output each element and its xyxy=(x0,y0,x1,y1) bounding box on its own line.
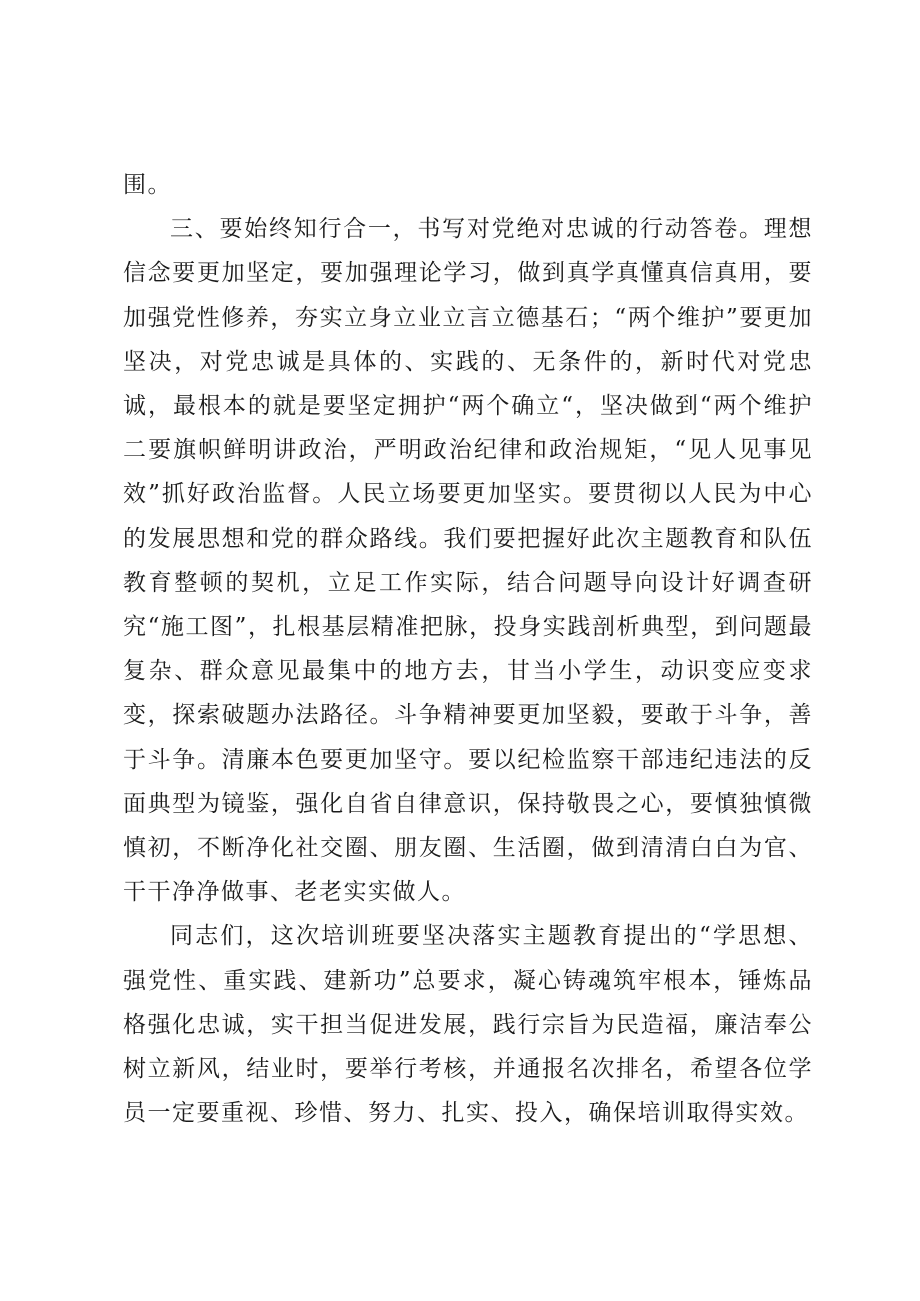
paragraph-section-three: 三、要始终知行合一，书写对党绝对忠诚的行动答卷。理想信念要更加坚定，要加强理论学习，做到真学真懂真信真用，要加强党性修养，夯实立身立业立言立德基石；“两个维护”要更加坚决，对党忠诚是具体的、实践的、无条件的，新时代对党忠诚，最根本的就是要坚定拥护“两个确立“，坚决做到“两个维护二要旗帜鲜明讲政治，严明政治纪律和政治规矩，“见人见事见效”抓好政治监督。人民立场要更加坚实。要贯彻以人民为中心的发展思想和党的群众路线。我们要把握好此次主题教育和队伍教育整顿的契机，立足工作实际，结合问题导向设计好调查研究“施工图”，扎根基层精准把脉，投身实践剖析典型，到问题最复杂、群众意见最集中的地方去，甘当小学生，动识变应变求变，探索破题办法路径。斗争精神要更加坚毅，要敢于斗争，善于斗争。清廉本色要更加坚守。要以纪检监察干部违纪违法的反面典型为镜鉴，强化自省自律意识，保持敬畏之心，要慎独慎微慎初，不断净化社交圈、朋友圈、生活圈，做到清清白白为官、干干净净做事、老老实实做人。 xyxy=(123,216,813,906)
paragraph-continuation: 围。 xyxy=(123,172,172,198)
paragraph-closing: 同志们，这次培训班要坚决落实主题教育提出的“学思想、强党性、重实践、建新功”总要求，凝心铸魂筑牢根本，锤炼品格强化忠诚，实干担当促进发展，践行宗旨为民造福，廉洁奉公树立新风，结业时，要举行考核，并通报名次排名，希望各位学员一定要重视、珍惜、努力、扎实、投入，确保培训取得实效。 xyxy=(123,923,813,1127)
document-body xyxy=(123,163,813,1135)
